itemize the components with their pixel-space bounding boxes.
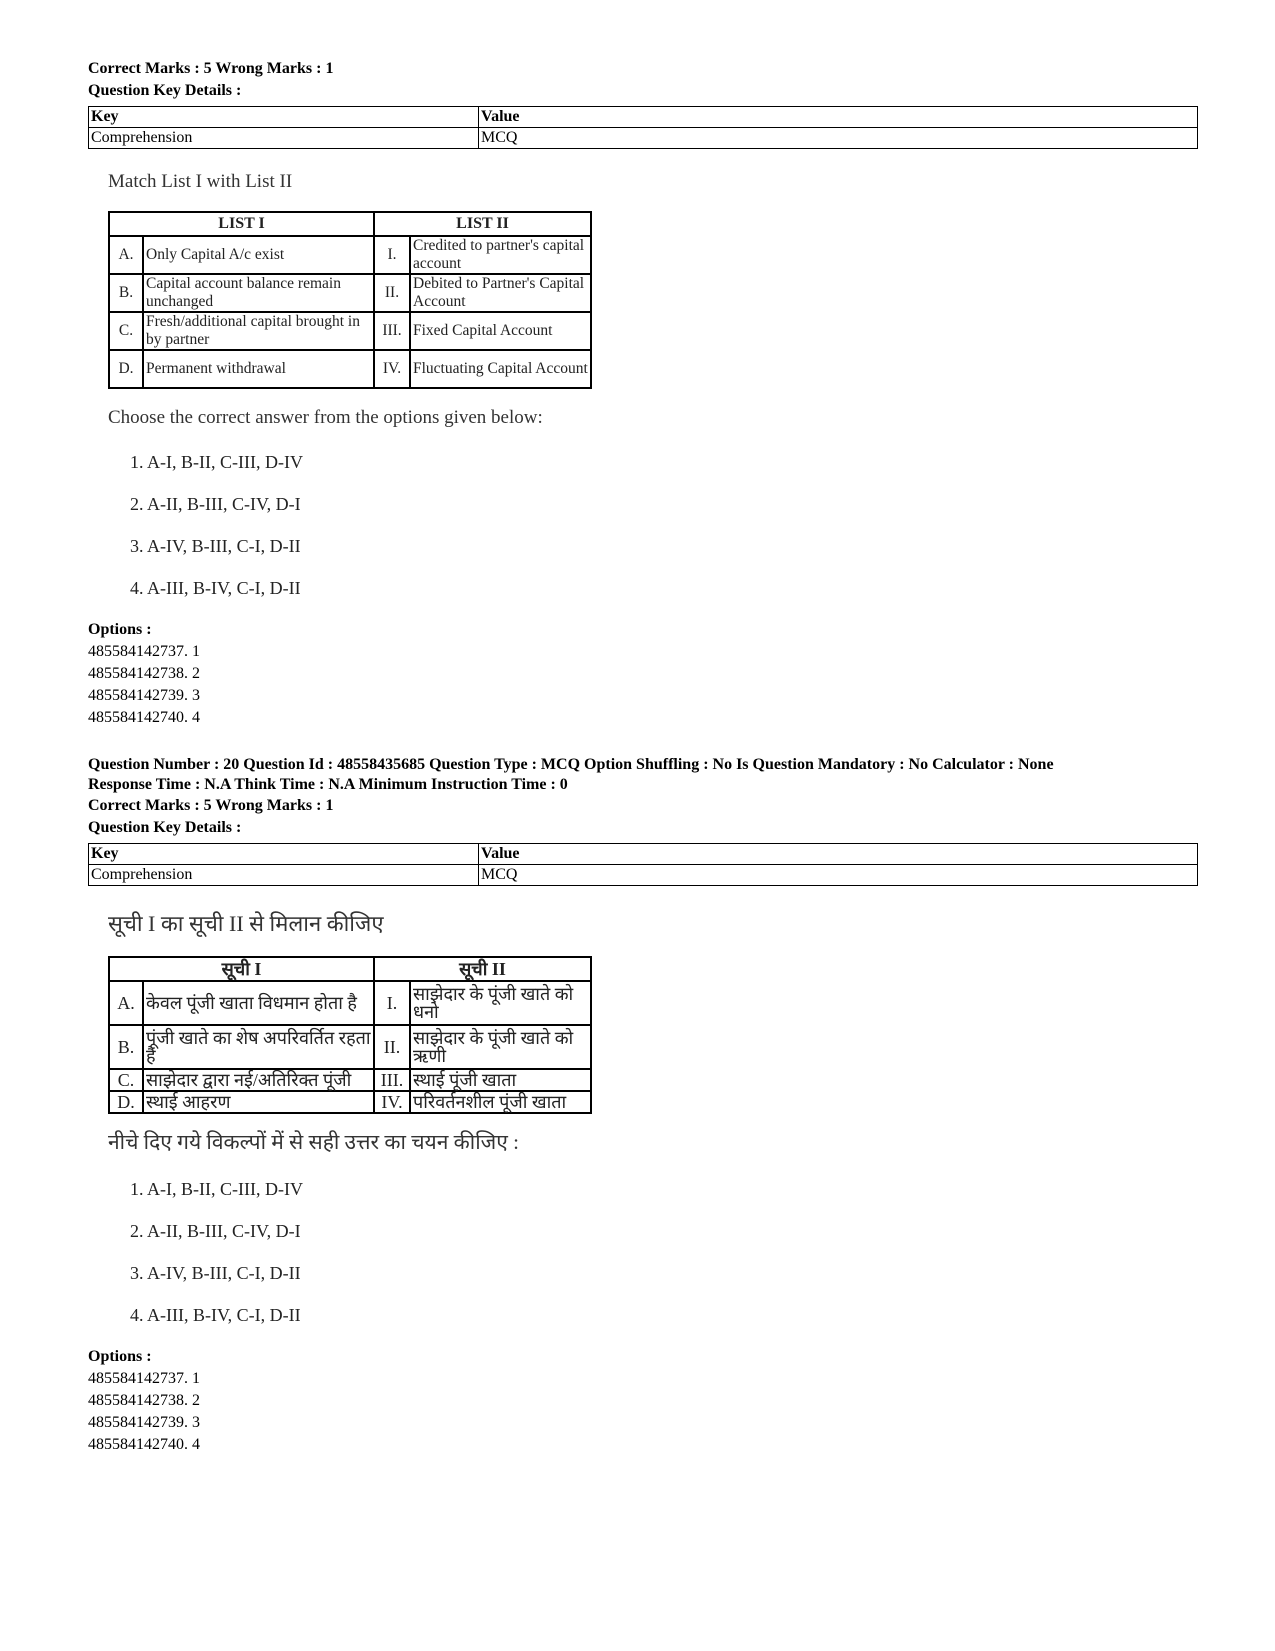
key-header: Key	[89, 844, 479, 865]
key-details-label: Question Key Details :	[88, 819, 242, 836]
list-2-item: Fixed Capital Account	[410, 312, 591, 350]
key-cell: Comprehension	[89, 865, 479, 886]
answer-choice: 2. A-II, B-III, C-IV, D-I	[130, 1221, 301, 1241]
list-2-item: साझेदार के पूंजी खाते को धनो	[410, 981, 591, 1025]
list-2-item: Debited to Partner's Capital Account	[410, 274, 591, 312]
row-label: B.	[109, 1025, 143, 1069]
value-cell: MCQ	[479, 865, 1198, 886]
key-header: Key	[89, 107, 479, 128]
list-2-item: Credited to partner's capital account	[410, 236, 591, 274]
question-header: Question Number : 20 Question Id : 48558435685 Question Type : MCQ Option Shuffling : No Is Question Mandatory : No Calculator : None	[88, 756, 1054, 773]
answer-list	[108, 1168, 1198, 1336]
question-content	[108, 908, 1198, 1336]
option-id: 485584142737. 1	[88, 1370, 200, 1387]
row-label: IV.	[374, 350, 410, 388]
value-header: Value	[479, 107, 1198, 128]
answer-list	[108, 441, 1198, 609]
question-timing: Response Time : N.A Think Time : N.A Minimum Instruction Time : 0	[88, 776, 568, 793]
answer-choice: 3. A-IV, B-III, C-I, D-II	[130, 1263, 301, 1283]
option-id: 485584142740. 4	[88, 1436, 200, 1453]
question-instruction: Match List I with List II	[108, 171, 293, 192]
answer-choice: 4. A-III, B-IV, C-I, D-II	[130, 578, 301, 598]
row-label: I.	[374, 981, 410, 1025]
choose-instruction: Choose the correct answer from the options given below:	[108, 407, 543, 428]
row-label: A.	[109, 981, 143, 1025]
list-1-item: Only Capital A/c exist	[143, 236, 374, 274]
list-1-item: केवल पूंजी खाता विधमान होता है	[143, 981, 374, 1025]
answer-choice: 1. A-I, B-II, C-III, D-IV	[130, 1179, 303, 1199]
row-label: C.	[109, 312, 143, 350]
option-id: 485584142738. 2	[88, 1392, 200, 1409]
list-2-item: परिवर्तनशील पूंजी खाता	[410, 1091, 591, 1113]
row-label: D.	[109, 350, 143, 388]
row-label: C.	[109, 1069, 143, 1091]
list-2-item: स्थाई पूंजी खाता	[410, 1069, 591, 1091]
options-label: Options :	[88, 621, 152, 638]
options-block	[88, 1346, 1198, 1456]
value-header: Value	[479, 844, 1198, 865]
option-id: 485584142738. 2	[88, 665, 200, 682]
list-2-header: सूची II	[374, 957, 591, 981]
marks-line: Correct Marks : 5 Wrong Marks : 1	[88, 60, 334, 77]
list-1-item: साझेदार द्वारा नई/अतिरिक्त पूंजी	[143, 1069, 374, 1091]
choose-instruction: नीचे दिए गये विकल्पों में से सही उत्तर का चयन कीजिए :	[108, 1130, 519, 1154]
key-details-label: Question Key Details :	[88, 82, 242, 99]
answer-choice: 1. A-I, B-II, C-III, D-IV	[130, 452, 303, 472]
key-value-table	[88, 106, 1198, 149]
option-id: 485584142739. 3	[88, 687, 200, 704]
match-table	[108, 956, 592, 1114]
list-2-item: साझेदार के पूंजी खाते को ऋणी	[410, 1025, 591, 1069]
list-1-item: स्थाई आहरण	[143, 1091, 374, 1113]
list-1-header: LIST I	[109, 212, 374, 236]
question-block-2	[88, 755, 1198, 1456]
row-label: I.	[374, 236, 410, 274]
option-id: 485584142737. 1	[88, 643, 200, 660]
row-label: III.	[374, 312, 410, 350]
question-paper-page	[88, 58, 1198, 1456]
list-2-item: Fluctuating Capital Account	[410, 350, 591, 388]
key-cell: Comprehension	[89, 128, 479, 149]
list-1-item: Capital account balance remain unchanged	[143, 274, 374, 312]
option-id: 485584142740. 4	[88, 709, 200, 726]
answer-choice: 4. A-III, B-IV, C-I, D-II	[130, 1305, 301, 1325]
row-label: D.	[109, 1091, 143, 1113]
answer-choice: 3. A-IV, B-III, C-I, D-II	[130, 536, 301, 556]
answer-choice: 2. A-II, B-III, C-IV, D-I	[130, 494, 301, 514]
options-block	[88, 619, 1198, 729]
key-value-table	[88, 843, 1198, 886]
row-label: A.	[109, 236, 143, 274]
question-content	[108, 171, 1198, 609]
match-table	[108, 211, 592, 389]
row-label: II.	[374, 274, 410, 312]
option-id: 485584142739. 3	[88, 1414, 200, 1431]
marks-line: Correct Marks : 5 Wrong Marks : 1	[88, 797, 334, 814]
question-block-1	[88, 58, 1198, 729]
list-2-header: LIST II	[374, 212, 591, 236]
row-label: B.	[109, 274, 143, 312]
list-1-item: Permanent withdrawal	[143, 350, 374, 388]
row-label: IV.	[374, 1091, 410, 1113]
value-cell: MCQ	[479, 128, 1198, 149]
question-instruction: सूची I का सूची II से मिलान कीजिए	[108, 911, 384, 936]
list-1-item: पूंजी खाते का शेष अपरिवर्तित रहता है	[143, 1025, 374, 1069]
list-1-item: Fresh/additional capital brought in by partner	[143, 312, 374, 350]
row-label: III.	[374, 1069, 410, 1091]
options-label: Options :	[88, 1348, 152, 1365]
list-1-header: सूची I	[109, 957, 374, 981]
row-label: II.	[374, 1025, 410, 1069]
